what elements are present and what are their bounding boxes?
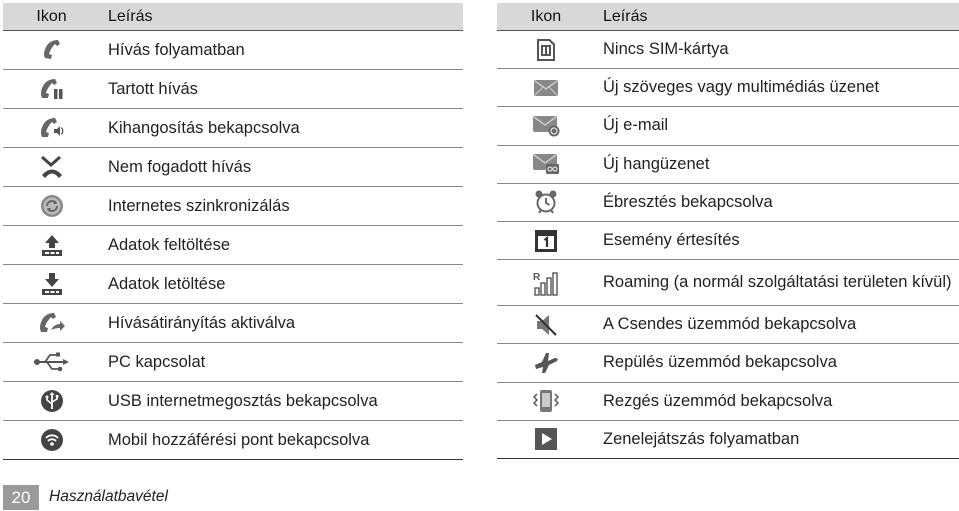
column-header-description: Leírás: [100, 3, 463, 31]
table-cell-description: USB internetmegosztás bekapcsolva: [100, 382, 463, 421]
table-cell-description: Internetes szinkronizálás: [100, 187, 463, 226]
new-voicemail-icon: [532, 152, 560, 176]
table-cell-description: Új e-mail: [595, 107, 959, 145]
table-row: [497, 183, 959, 221]
table-header-row: [497, 3, 959, 31]
table-row: [497, 31, 959, 69]
table-row: [3, 187, 463, 226]
roaming-icon: [532, 270, 560, 296]
table-cell-description: Hívásátirányítás aktiválva: [100, 304, 463, 343]
table-cell-description: Kihangosítás bekapcsolva: [100, 109, 463, 148]
no-sim-icon: [535, 37, 557, 63]
table-row: [3, 382, 463, 421]
table-row: [497, 344, 959, 382]
silent-mode-icon: [533, 312, 559, 338]
table-row: [3, 343, 463, 382]
table-row: [497, 306, 959, 344]
column-header-icon: Ikon: [3, 3, 100, 31]
upload-icon: [39, 232, 65, 258]
table-cell-description: Zenelejátszás folyamatban: [595, 420, 959, 458]
page-number: 20: [3, 485, 39, 510]
call-in-progress-icon: [40, 38, 64, 62]
table-row: [3, 265, 463, 304]
alarm-icon: [533, 189, 559, 215]
call-forwarding-icon: [38, 310, 66, 336]
status-icons-table-right: [497, 3, 959, 459]
table-cell-description: Adatok letöltése: [100, 265, 463, 304]
status-icons-table-left: [3, 3, 463, 460]
table-cell-description: Roaming (a normál szolgáltatási területen kívül): [595, 260, 959, 306]
table-row: [497, 382, 959, 420]
table-cell-description: Új szöveges vagy multimédiás üzenet: [595, 69, 959, 107]
calendar-event-icon: [533, 228, 559, 254]
table-row: [3, 304, 463, 343]
mobile-hotspot-icon: [39, 427, 65, 453]
table-cell-description: Tartott hívás: [100, 70, 463, 109]
download-icon: [39, 271, 65, 297]
table-cell-description: Repülés üzemmód bekapcsolva: [595, 344, 959, 382]
sync-icon: [39, 193, 65, 219]
table-cell-description: Nincs SIM-kártya: [595, 31, 959, 69]
new-message-icon: [533, 78, 559, 98]
table-row: [3, 109, 463, 148]
table-cell-description: Mobil hozzáférési pont bekapcsolva: [100, 421, 463, 460]
table-row: [497, 420, 959, 458]
vibration-mode-icon: [531, 388, 561, 414]
speakerphone-icon: [39, 115, 65, 141]
table-cell-description: Adatok feltöltése: [100, 226, 463, 265]
table-cell-description: PC kapcsolat: [100, 343, 463, 382]
flight-mode-icon: [532, 350, 560, 376]
page-footer: [0, 484, 959, 511]
table-row: [3, 148, 463, 187]
table-cell-description: Ébresztés bekapcsolva: [595, 183, 959, 221]
music-playing-icon: [533, 426, 559, 452]
usb-tethering-icon: [39, 388, 65, 414]
table-header-row: [3, 3, 463, 31]
svg-text:R: R: [533, 271, 541, 283]
table-row: [3, 226, 463, 265]
section-title: Használatbavétel: [49, 488, 168, 505]
table-cell-description: Esemény értesítés: [595, 221, 959, 259]
table-row: [3, 70, 463, 109]
table-row: [497, 221, 959, 259]
new-email-icon: [532, 114, 560, 138]
table-cell-description: A Csendes üzemmód bekapcsolva: [595, 306, 959, 344]
usb-icon: [33, 351, 71, 373]
table-cell-description: Nem fogadott hívás: [100, 148, 463, 187]
column-header-icon: Ikon: [497, 3, 595, 31]
table-row: [3, 31, 463, 70]
table-row: [497, 107, 959, 145]
table-row: [497, 69, 959, 107]
column-header-description: Leírás: [595, 3, 959, 31]
missed-call-icon: [39, 154, 65, 180]
call-on-hold-icon: [39, 76, 65, 102]
table-cell-description: Hívás folyamatban: [100, 31, 463, 70]
table-row: [497, 145, 959, 183]
table-cell-description: Új hangüzenet: [595, 145, 959, 183]
table-row: [497, 260, 959, 306]
table-cell-description: Rezgés üzemmód bekapcsolva: [595, 382, 959, 420]
table-row: [3, 421, 463, 460]
